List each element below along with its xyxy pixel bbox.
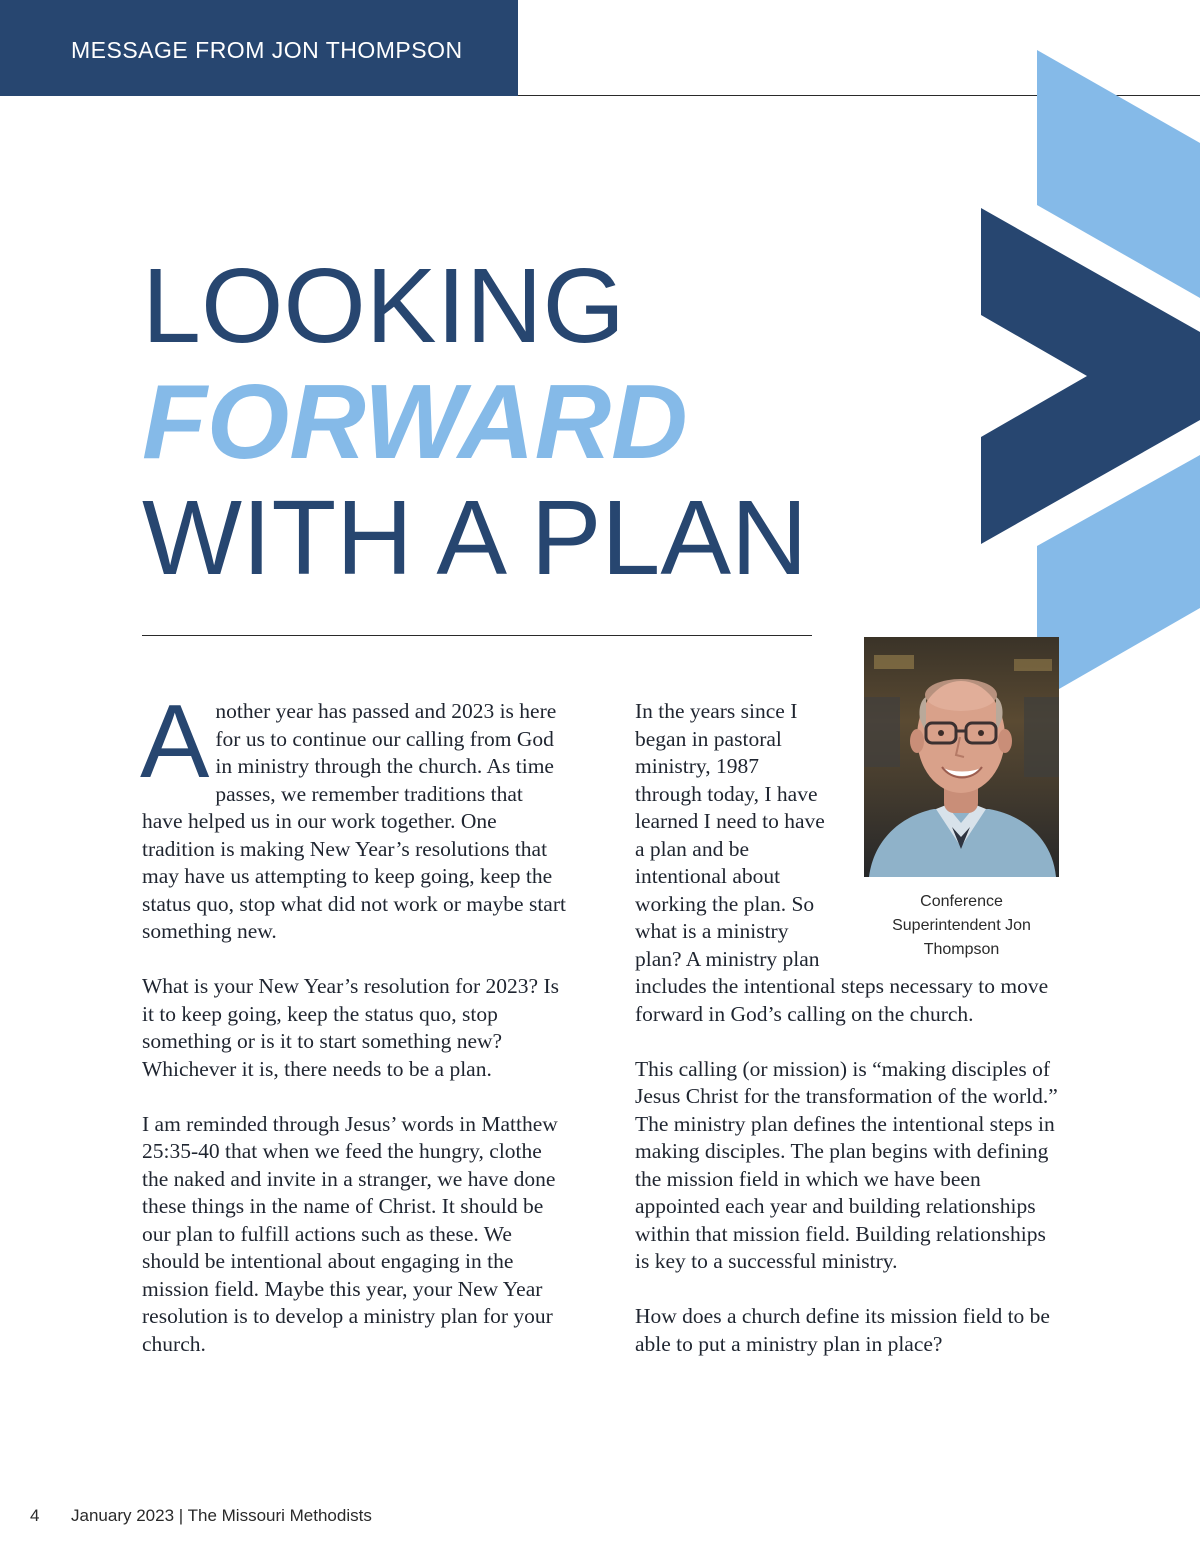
title-rule (142, 635, 812, 636)
paragraph: In the years since I began in pastoral ministry, 1987 through today, I have learned I need to have a plan and be intentional about working the plan. So what is a ministry plan? A ministry plan includes the intentional steps necessary to move forward in God’s calling on the church. (635, 699, 1049, 1026)
paragraph: I am reminded through Jesus’ words in Matthew 25:35-40 that when we feed the hungry, clothe the naked and invite in a stranger, we have done these things in the name of Christ. It should be our plan to fulfill actions such as these. We should be intentional about engaging in the mission field. Maybe this year, your New Year resolution is to develop a ministry plan for your church. (142, 1111, 558, 1356)
footer-publication: The Missouri Methodists (187, 1506, 372, 1525)
footer-issue: January 2023 (71, 1506, 175, 1525)
page-footer (30, 1506, 372, 1526)
article-column-right (635, 698, 1059, 1386)
paragraph: How does a church define its mission field to be able to put a ministry plan in place? (635, 1304, 1050, 1356)
paragraph (140, 684, 566, 946)
section-label: MESSAGE FROM JON THOMPSON (71, 37, 463, 63)
paragraph: This calling (or mission) is “making disciples of Jesus Christ for the transformation of the world.” The ministry plan defines the intentional steps in making disciples. The plan begins with defining the mission field in which we have been appointed each year and building relationships within that mission field. Building relationships is key to a successful ministry. (635, 1056, 1058, 1273)
article-title (142, 248, 808, 596)
article-column-left (140, 684, 566, 1386)
drop-cap: A (140, 684, 210, 800)
paragraph: What is your New Year’s resolution for 2023? Is it to keep going, keep the status quo, stop something or is it to start something new? Whichever it is, there needs to be a plan. (142, 974, 559, 1081)
title-line-forward: FORWARD (142, 363, 688, 481)
title-line-with-a-plan: WITH A PLAN (142, 479, 808, 597)
title-line-looking: LOOKING (142, 247, 626, 365)
paragraph-text: nother year has passed and 2023 is here for us to continue our calling from God in ministry through the church. As time passes, we remember traditions that have helped us in our work together. One tradition is making New Year’s resolutions that may have us attempting to keep going, keep the status quo, stop what did not work or maybe start something new. (142, 699, 566, 943)
footer-separator: | (178, 1506, 184, 1525)
page-number: 4 (30, 1506, 40, 1525)
photo-caption: Conference Superintendent Jon Thompson (892, 893, 1031, 958)
photo-wrap-spacer (829, 698, 1059, 973)
